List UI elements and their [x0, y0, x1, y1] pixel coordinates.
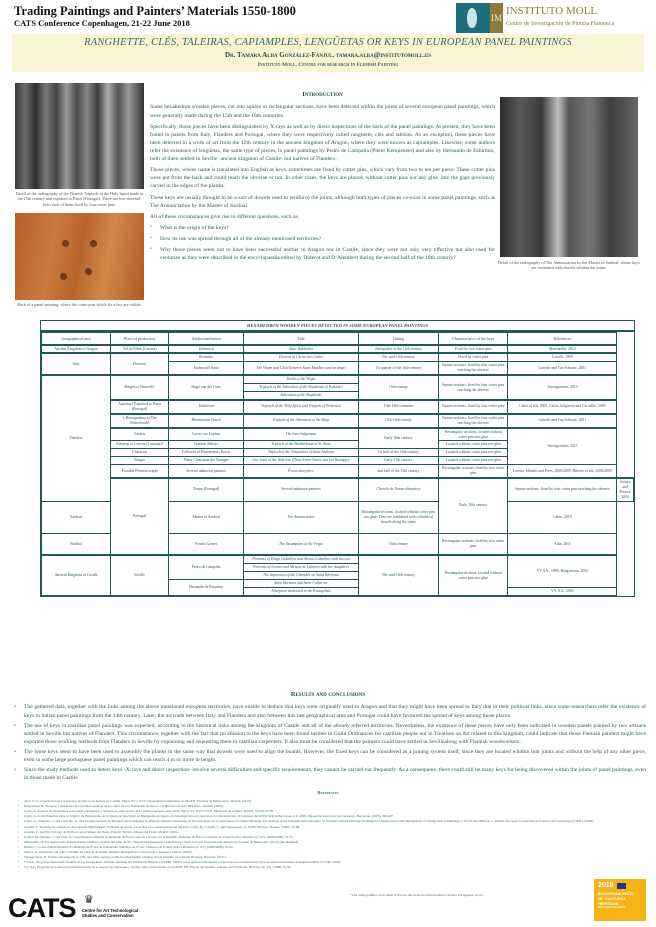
poster-header [0, 0, 656, 26]
reference-item: • Mancarella, M. Els suports dels frontals d'altar romànics catalans del taller de Vic i Ripoll. Documentació i estudi tècnic. Tesis doctoral. Universitat de Barcelona. Facultat de Belles Arts. (2012) (unpublished). [18, 840, 638, 845]
cell-dating: 15th-16th centuries [358, 400, 438, 414]
cell-title: The Last Judgement [244, 428, 359, 441]
cell-keys: Square sections, fixed by four cotter pins [439, 400, 508, 414]
logo-monogram: IM [490, 3, 503, 33]
cell-area: Ancient Kingdom of Aragon [42, 345, 111, 354]
cell-area: Ancient Kingdom of Castile [42, 555, 111, 595]
cell-author: Several unknown painters [169, 465, 244, 478]
cell-keys: Fixed by two cotter pins [439, 345, 508, 354]
reference-item: • Seruya, A. and Pereira, M. (dirs.), Pintura da Charola de Tomar. Instituto Português de Conservação e Restauro, Lisboa. (2004). [18, 850, 638, 855]
eyb-line: HERITAGE [598, 900, 619, 906]
cell-ref: Calvo, 2010 [508, 501, 617, 533]
cell-title: Death of the Virgin [244, 375, 359, 383]
cell-title: Triptych of the Temptation of Saint Anthony [244, 449, 359, 457]
question-item: • How its use was spread through all of the already mentioned territories? [150, 235, 495, 243]
eu-flag-icon [617, 883, 626, 889]
cell-title: Triptych of the Brotherhood of St. Anne [244, 441, 359, 449]
instituto-moll-leaf-icon [456, 3, 490, 33]
cell-title: Our Lady of the little tree (Onze-Lieve-Vrouw van het Boompje) [244, 457, 359, 465]
cell-dating: 2nd half of the 15th century [358, 465, 438, 478]
cell-title: Saint Barbara and Saint Catherine [244, 580, 359, 588]
table-row [42, 428, 634, 441]
cell-place: Possible Flemish origin [111, 465, 169, 478]
question-item: • Why those pieces seem not to have been successful neither in Aragon nor in Castile, since they were not only very effective but also used for centuries as they were described in the encyclopaedia edited by Diderot and D’Alembert during the second half of the 18th century? [150, 246, 495, 262]
cats-subtitle-line: Centre for Art Technological [82, 908, 139, 913]
cell-title: Triptych of the Holy Spirit and Triptych of Pentecost [244, 400, 359, 414]
reference-item: • Ribeiro, I. et alii, Estudo Material do Retábulo de Évora, in O Retábulo flamengo de Évora. Cadernos de Conservação e Restauro (nº 6/7). (2008/2009), 85-98. [18, 845, 638, 850]
cell-keys: Square sections, fixed by four cotter pins reaching the obverse [508, 478, 617, 501]
references-section [18, 790, 638, 871]
cell-keys: Fixed by cotter pins [439, 353, 508, 361]
poster-title: RANGHETTE, CLÉS, TALEIRAS, CAPIAMPLES, LENGÜETAS OR KEYS IN EUROPEAN PANEL PAINTINGS [84, 37, 572, 48]
col-header: Title [244, 333, 359, 345]
cell-keys: Square sections, fixed by four cotter pins reaching the obverse [439, 414, 508, 428]
cell-ref: VV.AA., 1999; Bengoetxea, 2002 [508, 555, 617, 587]
reference-item: • Calvo, A. et alii, Estudios sobre el Tríptico de Pentecostés, de la Iglesia de San Pedro de Mangualde en Oporto, in Investigación en Conservación y Restauración. II Congreso del GEIIC held in Barcelona 9-11 2005. Museu Nacional d'Art de Catalunya, Barcelona. (2005), 399-407. [18, 814, 638, 819]
reference-item: • Bengoetxea, R. Técnicas y materiales de la pintura española en los siglos de oro. Fundación de Apoyo a la Historia del Arte Hispánico. Madrid. (2002). [18, 804, 638, 809]
reference-item: • VV.AA., Proyectos destacados. Retablo de los Evangelistas. Instituto Andaluz del Patrimonio Histórico (IAPH). (2005). www.iaph.es/web/canales/conservacion-y-restauracion/proyectos-destacados/retablo-evangelistas.html. (15 June 2018). [18, 860, 638, 865]
reference-item: • Calvo, A. Avances de las pinturas sobre tabla portuguesas y técnicas de elaboración, in La pintura europea sobre tabla. Siglos XV, XVI y XVII. Ministerio de Cultura, Madrid. (2010), 62-69. [18, 809, 638, 814]
cell-author: Fernão Gomes [169, 533, 244, 555]
cell-title: The Annunciation [244, 501, 359, 533]
cell-place: Setúbal [42, 533, 111, 555]
panel-paintings-table [40, 320, 635, 597]
table-title: HEXAHEDRON WOODEN PIECES DETECTED IN SOME EUROPEAN PANEL PAINTINGS [41, 321, 634, 332]
cell-title: The imposition of the Chasuble on Saint Ildefonso [244, 572, 359, 580]
reference-item: • Alba, T. La construcción de los soportes pictóricos de madera en Castilla. Siglos XV y XVI. Universidad Complutense de Madrid. Facultad de Bellas Artes. Madrid. (2015). [18, 799, 638, 804]
col-header: Geographical area [42, 333, 111, 345]
cell-dating: 15th-16th century [358, 414, 438, 428]
cell-place: Val de Ribes (Gerona) [111, 345, 169, 354]
cell-dating: Early 17th century [358, 457, 438, 465]
intro-paragraph: All of these circumstances give rise to different questions, such as: [150, 213, 300, 220]
xray-annunciation-image [500, 97, 638, 257]
xray-annunciation-caption: Detail of the radiography of The Annunciation by the Master of Sardoal, whose keys are combined with dowels whithin the joints. [498, 260, 640, 271]
logo-subtitle: Centro de Investigación de Pintura Flamenca [506, 21, 615, 27]
cell-ref: Calvo et alii, 2005; Calvo, Salgueiro and Carvalho, 2009 [508, 400, 617, 414]
cell-author: Unknown [169, 400, 244, 414]
result-item: • Since the study methods used to detect keys -X-rays and direct inspection- involve several difficulties and specific requirements, they cannot be carried out frequently. As a consequene, there could still be many keys for being discovered within the joints of panel paintings, even in those made in Castile. [10, 766, 646, 782]
cell-ref: Mancarella, 2012 [508, 345, 617, 354]
table-header-row [42, 333, 634, 345]
crown-icon: ♛ [84, 894, 94, 906]
cell-keys: Located without cotter pins nor glue [439, 449, 508, 457]
intro-paragraph: Specifically, those pieces have been distinguished by X-rays as well as by direct inspections of the back of the panel paintings. At present, they have been found in panels from Italy, Flanders and Portugal, where they were respectively called ranghette, clés and taleiras. As an exception, these pieces have been detected in a work of art from the 12th century in the ancient kingdom of Aragon, where they were known as capiamples. Likewise, some authors refer the existence of lengüetas, the same type of pieces, in panel paintings by Pedro de Campaña (Pieter Kempeneer) and also by Hernando de Esturmio, both of them settled in Seville -ancient kingdom of Castile- but natives of Flanders. [150, 123, 495, 163]
cell-author: Pedro de Campaña [169, 555, 244, 579]
col-header: References [508, 333, 617, 345]
cell-author: Several unknown painters [244, 478, 359, 501]
cell-ref: Verougstraete, 2015 [508, 375, 617, 400]
cell-author: Bronzino [169, 353, 244, 361]
cell-title: Portraits of Leonor and Mencía de Cabrera with her daughters [244, 564, 359, 572]
reference-item: • Garrido, C. and Van Schoute, R. El Bosco en el Museo del Prado. Estudio Técnico. Museo del Prado, Madrid. (2001). [18, 830, 638, 835]
table-row [42, 353, 634, 361]
cell-dating: The mid-16th century [358, 353, 438, 361]
cell-keys: Rectangular sections, located without cotter pins nor glue [439, 555, 508, 595]
cell-place: Sardoal [42, 501, 111, 533]
cell-keys: Located without cotter pins nor glue [439, 457, 508, 465]
cell-dating: Early 16th century [358, 428, 438, 449]
cell-author: Hernando de Esturmio [169, 580, 244, 596]
questions-list [150, 224, 495, 262]
xray-triptych-image [15, 83, 144, 189]
reference-item: • Calvo, A., Salgueiro, J. and Carvalho, V., The wooden supports in Portugal: the Portuguese in different altarpiece structures, in Wood Science for Conservation of Cultural Heritage. Proceedings of the International Conference on Wooden Cultural Heritage: Evaluation of Deterioration and Management of Change held in Hamburg 7-10 October 2009 ed. L. Uzielli, European Cooperation in Science and Technology (COST). (2009). [18, 819, 638, 824]
cell-area: Flanders [42, 375, 111, 501]
references-heading: References [317, 790, 339, 795]
cell-author: Andrea del Sarto [169, 362, 244, 375]
cell-place: Antwerp? Exported to Patos (Portugal) [111, 400, 169, 414]
cell-place: Seville [111, 555, 169, 595]
cell-title: Triptych of the Adoration of the Shepherds of Portinari [244, 384, 359, 392]
cell-dating: 16th century [358, 533, 438, 555]
cell-title: Adoration of the Shepherds [244, 392, 359, 400]
cell-ref: Verougstraete, 2015 [508, 428, 617, 465]
col-header: Dating [358, 333, 438, 345]
cell-author: Pieter Claeissens the Younger [169, 457, 244, 465]
cell-keys: Rectangular sections, fixed by two cotter pins [439, 533, 508, 555]
cell-place: Bruges or Brussels? [111, 375, 169, 400]
table-row [42, 375, 634, 383]
cell-dating: Early 16th century [439, 478, 508, 533]
cell-author: Quentin Metsys [169, 441, 244, 449]
cell-keys: Rectangular sections, located without cotter pins nor glue [439, 428, 508, 441]
table-row [42, 555, 634, 563]
cell-author: Master of Sardoal [169, 501, 244, 533]
cell-place: 's Hertogenbosch (The Netherlands) [111, 414, 169, 428]
intro-paragraph: Those pieces, whose name is translated into English as keys, sometimes are fixed by cotter pins, which vary from two to ten per piece. These cotter pins were put from the back and could reach the obverse or not. In other cases, the keys are placed, without cotter pins nor any glue, into the gaps previously carved in the edges of the planks. [150, 167, 495, 190]
cell-title: Altar Baldachin [244, 345, 359, 354]
references-list [18, 799, 638, 871]
col-header: Author/attribution [169, 333, 244, 345]
title-banner [12, 34, 644, 72]
cell-title: The Virgin and Child between Saint Matthew and an angel [244, 362, 359, 375]
cell-ref: Garrido and Van Schoute, 2001 [508, 362, 617, 375]
introduction-heading: Introduction [302, 91, 343, 98]
cell-keys: Square sections, fixed by four cotter pins reaching the obverse [439, 362, 508, 375]
cell-ref: Castelli, 1999 [508, 353, 617, 361]
cell-title: Altarpiece dedicated to the Evangelists [244, 587, 359, 595]
cell-keys: Rectangular sections, located without cotter pins nor glue. They are combined with cylindrical dowels along the joints [358, 501, 438, 533]
reference-item: • Verougstraete, H. Frames and supports in 15th- and 16th- century southern netherlandish painting. Royal Institute for Cultural Heritage, Brussels. (2015). [18, 855, 638, 860]
cell-dating: The mid-16th century [358, 555, 438, 595]
result-item: • The gathered data, together with the links among the above mentioned european territories, have enable to deduce that keys were originally used in Aragon and that they might have been spread to Italy due to their political links, since some researchers refer the existence of keys in italian panel paintings from the 14th century. Later, the art trade between Italy and Flanders and also between this last geographical area and Portugal could have favoured the spread of keys among those places. [10, 703, 646, 719]
cell-author: Unknown [169, 345, 244, 354]
cell-ref: Alba, 2015 [508, 533, 617, 555]
cats-subtitle-line: Studies and Conservation [82, 913, 134, 919]
eyb-hashtag: #EuropeForCulture [598, 904, 626, 909]
result-item: • The loose keys seem to have been used to assembly the planks in the same way that dowels were used to align the boards. However, the fixed keys can be considered as a joining system itself, since they are located whithin butt joints and without the help of any other piece, even in some large portuguese panel paintings which can reach 4 m or more in height. [10, 748, 646, 764]
cell-title: Descent of Christ into Limbo [244, 353, 359, 361]
cell-area: Italy [42, 353, 111, 375]
cell-title: Triptych of the Adoration of the Magi [244, 414, 359, 428]
cell-ref: Garrido and Van Schoute, 2001 [508, 414, 617, 428]
cell-author: Hieronymus Bosch [169, 414, 244, 428]
results-section [10, 690, 646, 784]
european-year-heritage-badge [594, 879, 646, 921]
result-item: • The use of keys in castilian panel paintings was expected, according to the historical links among the kingdom of Castile and all of the already referred territories. Nevertheless, the existence of these pieces have only been indicated in wooden panels painted by two artisans settled in Seville but natives of Flanders. This circumstance, together with the fact that no allusion to the keys have been found neither in Guild Ordinances for castilian people nor in Treatises on Art related to this kingdom, could indicate that those Flemish painters might have exported those working methods from Flanders to Seville by explaining and requesting them to castilian carpenters. It also must be considered that the painters could have settled in Sevillealong with Flemish woodworkers. [10, 722, 646, 746]
cell-title: Évora altarpiece [244, 465, 359, 478]
cell-place: Bruges [111, 457, 169, 465]
cell-keys: Rectangular sections, fixed by two cotter pins [439, 465, 508, 478]
cats-subtitle [82, 908, 138, 919]
institution-line: Instituto Moll. Centre for research in Flemish Painting [257, 62, 399, 68]
cell-author: Lucas van Leyden [169, 428, 244, 441]
table-row [42, 465, 634, 478]
introduction-section [150, 90, 495, 265]
reference-item: • Lorena, M., Mendes, J. and Pires, A. Caracterização material do Retábulo de Évora: suporte e técnica, in O Retábulo flamengo de Évora. Cadernos de Conservação e Restauro (nº 6/7). (2008/2009), 35-74. [18, 835, 638, 840]
cell-place: Antwerp or Leuven (Louvain)? [111, 441, 169, 449]
cell-place: Florence [111, 353, 169, 375]
cell-place: Tomar (Portugal) [169, 478, 244, 501]
panel-back-image [15, 213, 144, 300]
intro-paragraph: These keys are usually thought to be a sort of dowels used to reinforce the joints, although both types of pieces co-exist in some panel paintings, such as The Annunciation by the Master of Sardoal. [150, 194, 495, 209]
cell-title: Charola de Tomar altarpiece [358, 478, 438, 501]
eyb-line: OF CULTURAL [598, 895, 627, 901]
cell-author: Follower of Hieronymus Bosch [169, 449, 244, 457]
col-header: Characteristics of the keys [439, 333, 508, 345]
cell-ref: Seruya and Pereira, 2004 [617, 478, 634, 501]
results-heading: Results and conclusions [290, 691, 366, 698]
table-row [42, 478, 634, 501]
table-row [42, 400, 634, 414]
cell-area: Portugal [111, 478, 169, 555]
table-row [42, 414, 634, 428]
intro-paragraph: Some hexahedron wooden pieces, cut into square or rectangular sections, have been detected within the joints of several european panel paintings, which were generally made during the 15th and the 16th centuries. [150, 104, 495, 119]
cell-keys: Square sections, fixed by four cotter pins reaching the obverse [439, 375, 508, 400]
cell-ref: Lorena, Mendes and Pires, 2008/2009; Ribeiro et alii, 2008/2009 [508, 465, 617, 478]
table-row [42, 345, 634, 354]
cell-author: Hugo van der Goes [169, 375, 244, 400]
logo-name: INSTITUTO MOLL [506, 5, 598, 17]
radiography-footnote: *The radiographies were taken at Escola das Artes da Universidade Católica Portuguesa, Porto. [350, 893, 484, 897]
conference-title: Trading Paintings and Painters’ Materials 1550-1800 [14, 4, 296, 18]
cell-dating: 1st quarter of the 16th century [358, 362, 438, 375]
xray-triptych-caption: Detail of the radiography of the Flemish Triptych of the Holy Spirit made in the 15th century and exported to Patos (Portugal). There are two-dovetail-keys each of them fixed by four cotter pins. [15, 191, 144, 207]
eyb-line: EUROPEAN YEAR [598, 890, 633, 896]
conference-subtitle: CATS Conference Copenhagen, 21-22 June 2018 [14, 18, 190, 28]
cell-dating: 1st half of the 16th century [358, 449, 438, 457]
eyb-year: 2018 [598, 882, 614, 889]
reference-item: • Castelli, C. Tecniche di costruzione dei supporti lignei dipinti, in Dipinti su tavola. La tecnica e la conservazione dei supporti. Ciatti, M., Castelli, C. and Santacesaria, A. Edifir Edizioni, Firenze. (1999), 59-98. [18, 825, 638, 830]
question-item: • What is the origin of the keys? [150, 224, 495, 232]
results-list [10, 703, 646, 782]
cell-title: The Assumption of the Virgin [244, 533, 359, 555]
cats-logo: CATS [8, 893, 76, 923]
cell-place: Leiden [111, 428, 169, 441]
cell-title: Portraits of Diego Caballero and Alonso Caballero with his son [244, 555, 359, 563]
author-line: Dr. Tamara Alba González-Fanjul. tamara.alba@institutomoll.es [224, 51, 432, 59]
cell-ref: VV. AA., 2005 [508, 587, 617, 595]
col-header: Place of production [111, 333, 169, 345]
reference-item: • VV. AA., Programa de Conservación/Restauración de la exposición Velázquez y Sevilla. Obras intervenidas en el IAPH, PH. Boletín del Instituto Andaluz del Patrimonio Histórico (nº 29). (1999), 81-98. [18, 865, 638, 870]
cell-keys: Located without cotter pins nor glue [439, 441, 508, 449]
cell-dating: 15th century [358, 375, 438, 400]
panel-back-caption: Back of a panel painting, where the cotter pins which fix a key are visible. [17, 302, 142, 307]
cell-dating: 2nd quarter of the 12th century [358, 345, 438, 354]
cell-place: Unknown [111, 449, 169, 457]
